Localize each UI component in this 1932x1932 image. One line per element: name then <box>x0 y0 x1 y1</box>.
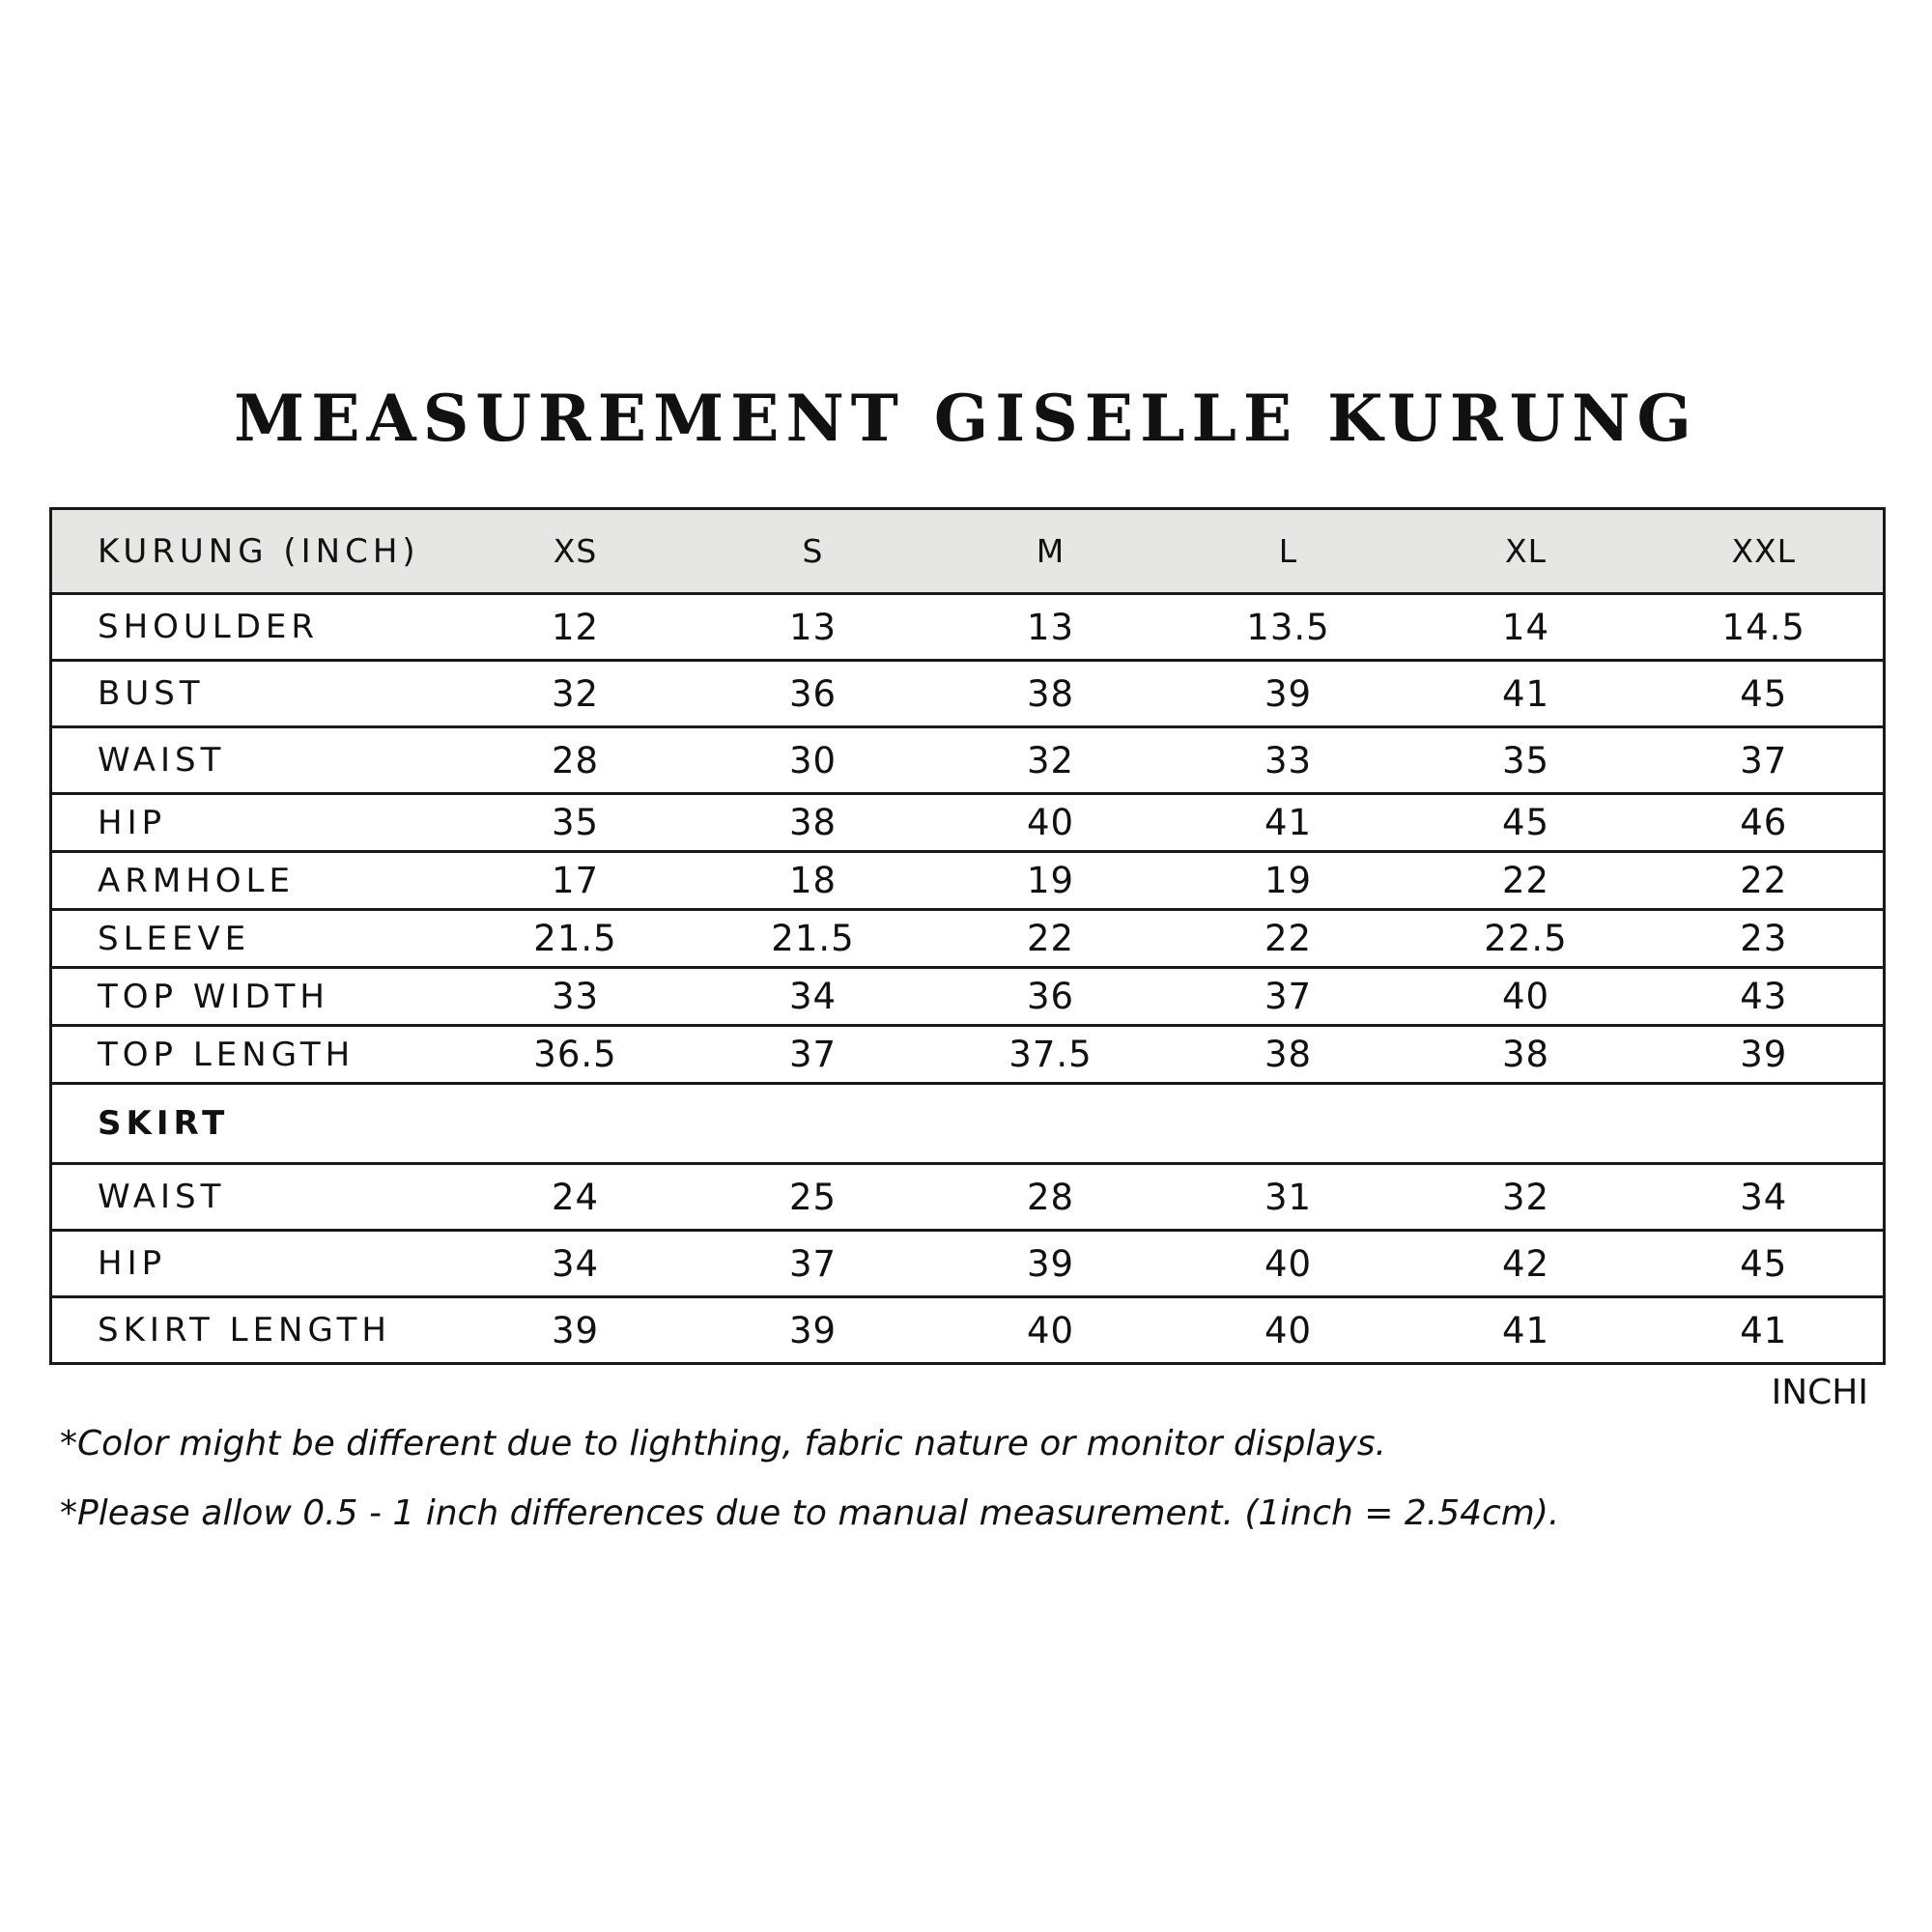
size-header-xl: XL <box>1407 509 1645 594</box>
row-label: BUST <box>51 661 457 727</box>
table-cell: 17 <box>457 852 695 910</box>
table-cell: 39 <box>695 1297 932 1364</box>
header-label: KURUNG (INCH) <box>51 509 457 594</box>
row-label: TOP WIDTH <box>51 968 457 1026</box>
table-cell: 22.5 <box>1407 910 1645 968</box>
table-cell: 46 <box>1645 794 1885 852</box>
size-header-l: L <box>1170 509 1407 594</box>
table-cell: 33 <box>457 968 695 1026</box>
table-cell: 32 <box>1407 1164 1645 1231</box>
table-row-shoulder <box>51 594 1885 661</box>
table-cell: 41 <box>1170 794 1407 852</box>
table-cell: 22 <box>932 910 1170 968</box>
table-cell: 24 <box>457 1164 695 1231</box>
table-cell: 40 <box>1170 1297 1407 1364</box>
color-disclaimer-note: *Color might be different due to lighthing, fabric nature or monitor displays. <box>60 1424 1386 1463</box>
table-cell: 25 <box>695 1164 932 1231</box>
skirt-section-label: SKIRT <box>51 1084 1885 1164</box>
table-cell: 38 <box>1407 1026 1645 1084</box>
table-cell: 39 <box>932 1231 1170 1297</box>
row-label: SHOULDER <box>51 594 457 661</box>
table-cell: 36.5 <box>457 1026 695 1084</box>
table-cell: 37 <box>1645 727 1885 794</box>
table-cell: 37 <box>695 1231 932 1297</box>
table-row-waist <box>51 727 1885 794</box>
table-cell: 19 <box>1170 852 1407 910</box>
table-cell: 12 <box>457 594 695 661</box>
table-cell: 31 <box>1170 1164 1407 1231</box>
table-cell: 13 <box>695 594 932 661</box>
table-cell: 22 <box>1407 852 1645 910</box>
table-row-skirt-length <box>51 1297 1885 1364</box>
table-cell: 39 <box>1645 1026 1885 1084</box>
table-cell: 22 <box>1645 852 1885 910</box>
table-cell: 36 <box>695 661 932 727</box>
table-cell: 38 <box>695 794 932 852</box>
size-header-xxl: XXL <box>1645 509 1885 594</box>
row-label: ARMHOLE <box>51 852 457 910</box>
table-row-skirt-waist <box>51 1164 1885 1231</box>
unit-label: INCHI <box>1771 1373 1868 1412</box>
table-cell: 34 <box>457 1231 695 1297</box>
table-cell: 18 <box>695 852 932 910</box>
table-cell: 32 <box>932 727 1170 794</box>
table-cell: 41 <box>1407 661 1645 727</box>
table-cell: 34 <box>695 968 932 1026</box>
table-row-sleeve <box>51 910 1885 968</box>
table-cell: 45 <box>1645 661 1885 727</box>
size-chart-table <box>49 507 1886 1365</box>
table-cell: 14 <box>1407 594 1645 661</box>
table-cell: 23 <box>1645 910 1885 968</box>
table-cell: 45 <box>1407 794 1645 852</box>
table-cell: 32 <box>457 661 695 727</box>
table-cell: 37 <box>695 1026 932 1084</box>
table-cell: 38 <box>932 661 1170 727</box>
table-cell: 40 <box>1170 1231 1407 1297</box>
table-cell: 42 <box>1407 1231 1645 1297</box>
table-row-bust <box>51 661 1885 727</box>
row-label: WAIST <box>51 1164 457 1231</box>
row-label: TOP LENGTH <box>51 1026 457 1084</box>
page-title: MEASUREMENT GISELLE KURUNG <box>234 381 1698 456</box>
table-cell: 13 <box>932 594 1170 661</box>
table-cell: 39 <box>1170 661 1407 727</box>
table-cell: 35 <box>457 794 695 852</box>
table-cell: 35 <box>1407 727 1645 794</box>
table-row-top-length <box>51 1026 1885 1084</box>
table-cell: 19 <box>932 852 1170 910</box>
skirt-section-row <box>51 1084 1885 1164</box>
measurement-tolerance-note: *Please allow 0.5 - 1 inch differences due to manual measurement. (1inch = 2.54cm). <box>60 1493 1560 1533</box>
table-cell: 40 <box>932 1297 1170 1364</box>
table-cell: 33 <box>1170 727 1407 794</box>
table-cell: 39 <box>457 1297 695 1364</box>
table-row-hip <box>51 794 1885 852</box>
table-cell: 40 <box>1407 968 1645 1026</box>
table-cell: 36 <box>932 968 1170 1026</box>
table-row-skirt-hip <box>51 1231 1885 1297</box>
table-row-top-width <box>51 968 1885 1026</box>
table-cell: 34 <box>1645 1164 1885 1231</box>
table-cell: 45 <box>1645 1231 1885 1297</box>
table-cell: 28 <box>457 727 695 794</box>
table-cell: 30 <box>695 727 932 794</box>
table-cell: 40 <box>932 794 1170 852</box>
table-cell: 13.5 <box>1170 594 1407 661</box>
table-row-armhole <box>51 852 1885 910</box>
row-label: SLEEVE <box>51 910 457 968</box>
table-cell: 37 <box>1170 968 1407 1026</box>
size-header-s: S <box>695 509 932 594</box>
table-cell: 38 <box>1170 1026 1407 1084</box>
table-cell: 22 <box>1170 910 1407 968</box>
table-cell: 43 <box>1645 968 1885 1026</box>
table-cell: 28 <box>932 1164 1170 1231</box>
row-label: HIP <box>51 1231 457 1297</box>
table-cell: 21.5 <box>457 910 695 968</box>
row-label: WAIST <box>51 727 457 794</box>
row-label: HIP <box>51 794 457 852</box>
table-cell: 14.5 <box>1645 594 1885 661</box>
row-label: SKIRT LENGTH <box>51 1297 457 1364</box>
table-header-row <box>51 509 1885 594</box>
table-cell: 41 <box>1645 1297 1885 1364</box>
table-cell: 21.5 <box>695 910 932 968</box>
table-cell: 37.5 <box>932 1026 1170 1084</box>
table-cell: 41 <box>1407 1297 1645 1364</box>
size-header-m: M <box>932 509 1170 594</box>
size-header-xs: XS <box>457 509 695 594</box>
